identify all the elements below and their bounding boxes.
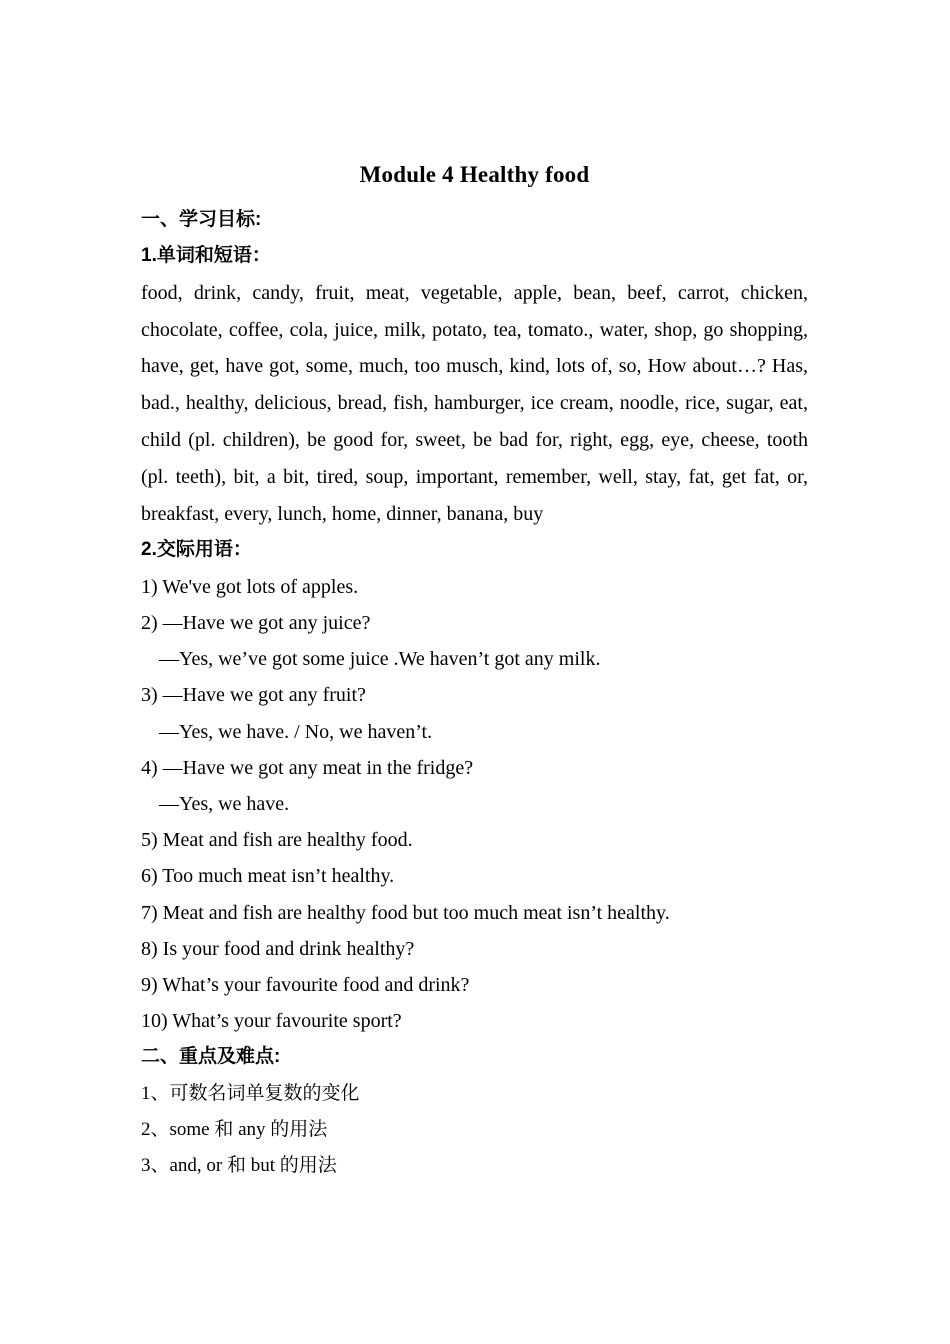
subsection-heading-vocab: 1.单词和短语： — [141, 245, 271, 267]
vocab-paragraph: food, drink, candy, fruit, meat, vegetable, apple, bean, beef, carrot, chicken, chocolate, coffee, cola, juice, milk, potato, tea, tomato., water, shop, go shopping, have, get, have got, some, much, too musch, kind, lots of, so, How about…? Has, bad., healthy, delicious, bread, fish, hamburger, ice cream, noodle, rice, sugar, eat, child (pl. children), be good for, sweet, be bad for, right, egg, eye, cheese, tooth (pl. teeth), bit, a bit, tired, soup, important, remember, well, stay, fat, get fat, or, breakfast, every, lunch, home, dinner, banana, buy — [141, 281, 808, 525]
expression-line: 5) Meat and fish are healthy food. — [141, 829, 413, 852]
document-content — [141, 156, 808, 1184]
document-title: Module 4 Healthy food — [359, 162, 590, 187]
subsection-heading-expressions: 2.交际用语： — [141, 539, 252, 561]
expression-line: 8) Is your food and drink healthy? — [141, 937, 415, 960]
expression-line: —Yes, we have. / No, we haven’t. — [159, 720, 433, 743]
key-points-list — [141, 1076, 808, 1185]
expression-line: —Yes, we have. — [159, 793, 290, 816]
expression-line: 4) —Have we got any meat in the fridge? — [141, 756, 474, 779]
section-heading-goals: 一、学习目标: — [141, 209, 262, 230]
expression-line: —Yes, we’ve got some juice .We haven’t got any milk. — [159, 648, 601, 671]
expressions-list — [141, 569, 808, 1040]
key-point-line: 3、and, or 和 but 的用法 — [141, 1155, 337, 1177]
expression-line: 10) What’s your favourite sport? — [141, 1010, 402, 1033]
expression-line: 2) —Have we got any juice? — [141, 612, 371, 634]
expression-line: 6) Too much meat isn’t healthy. — [141, 865, 395, 888]
expression-line: 7) Meat and fish are healthy food but too much meat isn’t healthy. — [141, 901, 670, 924]
expression-line: 1) We've got lots of apples. — [141, 575, 359, 598]
key-point-line: 2、some 和 any 的用法 — [141, 1119, 328, 1141]
expression-line: 9) What’s your favourite food and drink? — [141, 974, 470, 997]
key-point-line: 1、可数名词单复数的变化 — [141, 1082, 360, 1104]
expression-line: 3) —Have we got any fruit? — [141, 684, 366, 707]
section-heading-key-points: 二、重点及难点: — [141, 1046, 281, 1068]
